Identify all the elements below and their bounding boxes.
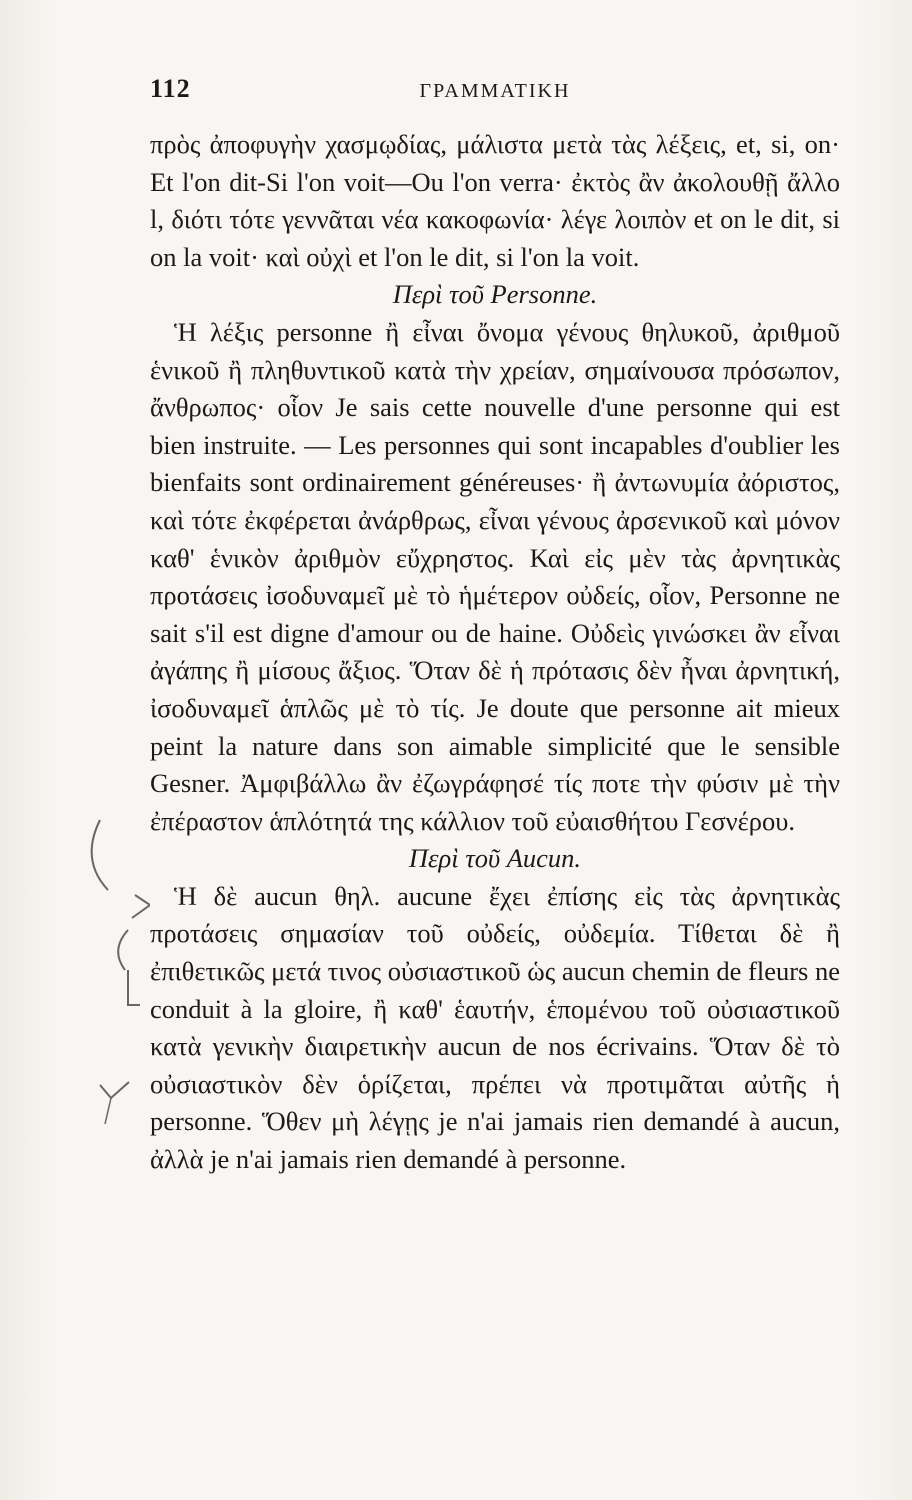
paragraph-continuation: πρὸς ἀποφυγὴν χασμῳδίας, μάλιστα μετὰ τὰς λέξεις, et, si, on· Et l'on dit-Si l'on voit—Ou l'on verra· ἐκτὸς ἂν ἀκολουθῇ ἄλλο l, διότι τότε γεννᾶται νέα κακοφωνία· λέγε λοιπὸν et on le dit, si on la voit· καὶ οὐχὶ et l'on le dit, si l'on la voit. bbox=[150, 129, 840, 272]
paragraph-personne: Ἡ λέξις personne ἢ εἶναι ὄνομα γένους θηλυκοῦ, ἀριθμοῦ ἑνικοῦ ἢ πληθυντικοῦ κατὰ τὴν χρείαν, σημαίνουσα πρόσωπον, ἄνθρωπος· οἷον Je sais cette nouvelle d'une personne qui est bien instruite. — Les personnes qui sont incapables d'oublier les bienfaits sont ordinairement généreuses· ἢ ἀντωνυμία ἀόριστος, καὶ τότε ἐκφέρεται ἀνάρθρως, εἶναι γένους ἀρσενικοῦ καὶ μόνον καθ' ἑνικὸν ἀριθμὸν εὔχρηστος. Καὶ εἰς μὲν τὰς ἀρνητικὰς προτάσεις ἰσοδυναμεῖ μὲ τὸ ἡμέτερον οὐδείς, οἷον, Personne ne sait s'il est digne d'amour ou de haine. Οὐδεὶς γινώσκει ἂν εἶναι ἀγάπης ἢ μίσους ἄξιος. Ὅταν δὲ ἡ πρότασις δὲν ἦναι ἀρνητική, ἰσοδυναμεῖ ἁπλῶς μὲ τὸ τίς. Je doute que personne ait mieux peint la nature dans son aimable simplicité que le sensible Gesner. Ἀμφιβάλλω ἂν ἐζωγράφησέ τίς ποτε τὴν φύσιν μὲ τὴν ἐπέραστον ἁπλότητά της κάλλιον τοῦ εὐαισθήτου Γεσνέρου. bbox=[150, 316, 840, 836]
pencil-margin-bracket-icon bbox=[40, 800, 150, 1030]
section-heading-personne: Περὶ τοῦ Personne. bbox=[392, 279, 598, 310]
pencil-check-mark-icon bbox=[95, 1080, 135, 1130]
page-body bbox=[150, 126, 840, 1179]
section-heading-aucun: Περὶ τοῦ Aucun. bbox=[408, 843, 582, 874]
page-header bbox=[150, 74, 840, 114]
paragraph-aucun: Ἡ δὲ aucun θηλ. aucune ἔχει ἐπίσης εἰς τὰς ἀρνητικὰς προτάσεις σημασίαν τοῦ οὐδείς, οὐδεμία. Τίθεται δὲ ἢ ἐπιθετικῶς μετά τινος οὐσιαστικοῦ ὡς aucun chemin de fleurs ne conduit à la gloire, ἢ καθ' ἑαυτήν, ἑπομένου τοῦ οὐσιαστικοῦ κατὰ γενικὴν διαιρετικὴν aucun de nos écrivains. Ὅταν δὲ τὸ οὐσιαστικὸν δὲν ὁρίζεται, πρέπει νὰ προτιμᾶται αὐτῆς ἡ personne. Ὅθεν μὴ λέγῃς je n'ai jamais rien demandé à aucun, ἀλλὰ je n'ai jamais rien demandé à personne. bbox=[150, 880, 840, 1175]
running-title: ΓΡΑΜΜΑΤΙΚΗ bbox=[419, 80, 571, 102]
page-number: 112 bbox=[150, 74, 191, 103]
